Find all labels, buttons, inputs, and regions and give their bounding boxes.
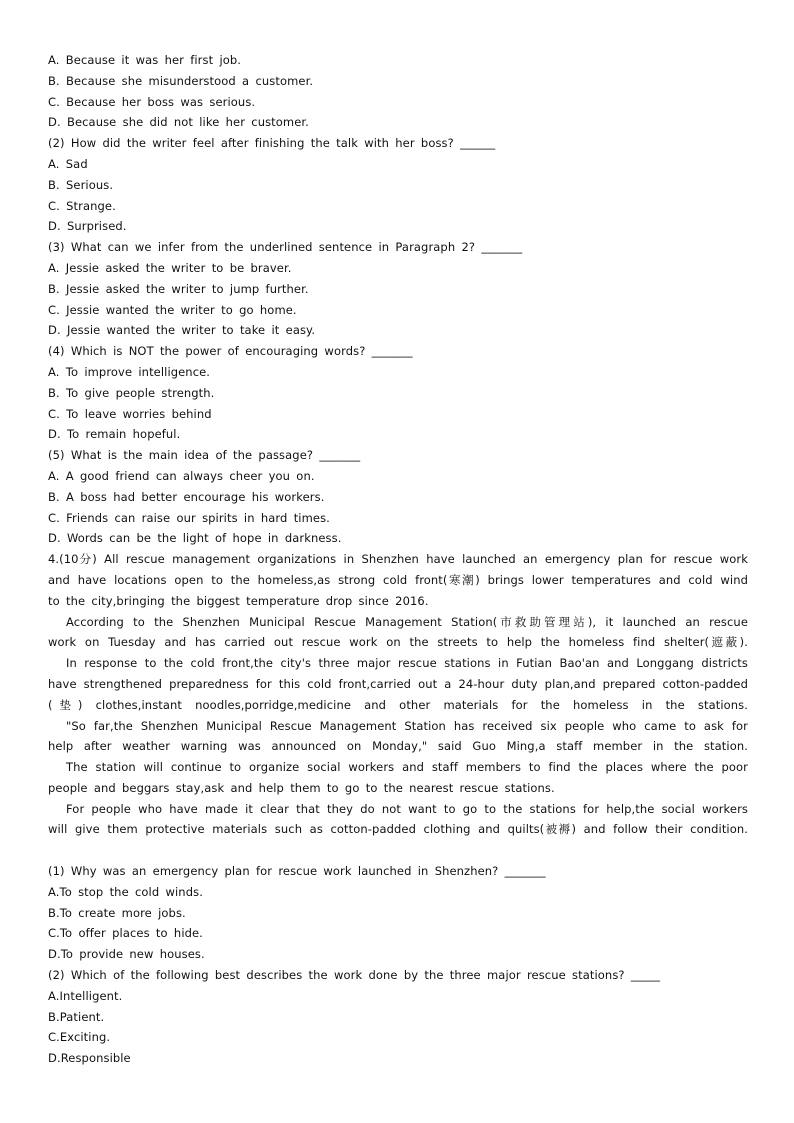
passage-line: to the city,bringing the biggest temperature drop since 2016.: [48, 593, 429, 608]
option-d-line: D.Responsible: [48, 1051, 131, 1066]
passage-line: have strengthened preparedness for this cold front,carried out a 24-hour duty plan,and prepared cotton-padded: [48, 676, 748, 691]
option-b-line: B. Serious.: [48, 177, 114, 192]
question-5-line: (5) What is the main idea of the passage? _______: [48, 448, 361, 463]
option-a-line: A. Sad: [48, 156, 88, 171]
option-b-line: B.To create more jobs.: [48, 905, 186, 920]
passage-line: work on Tuesday and has carried out rescue work on the streets to help the homeless find shelter(遮蔽).: [48, 635, 748, 650]
option-d-line: D. Jessie wanted the writer to take it easy.: [48, 323, 316, 338]
option-d-line: D. To remain hopeful.: [48, 427, 181, 442]
passage-line: (垫) clothes,instant noodles,porridge,medicine and other materials for the homeless in the stations.: [48, 697, 748, 712]
question-2-line: (2) Which of the following best describes the work done by the three major rescue stations? _____: [48, 968, 661, 983]
option-b-line: B. Jessie asked the writer to jump further.: [48, 281, 309, 296]
passage-line: The station will continue to organize social workers and staff members to find the places where the poor: [66, 760, 748, 775]
passage-line: "So far,the Shenzhen Municipal Rescue Management Station has received six people who came to ask for: [66, 718, 748, 733]
question-3-line: (3) What can we infer from the underlined sentence in Paragraph 2? _______: [48, 240, 523, 255]
option-d-line: D.To provide new houses.: [48, 947, 205, 962]
option-c-line: C. Jessie wanted the writer to go home.: [48, 302, 297, 317]
question-1-line: (1) Why was an emergency plan for rescue work launched in Shenzhen? _______: [48, 864, 546, 879]
passage-line: For people who have made it clear that they do not want to go to the stations for help,the social workers: [66, 801, 748, 816]
question-4-line: (4) Which is NOT the power of encouraging words? _______: [48, 344, 413, 359]
document-page: [48, 50, 748, 1069]
option-a-line: A.To stop the cold winds.: [48, 884, 203, 899]
option-a-line: A. Because it was her first job.: [48, 53, 242, 67]
option-c-line: C. To leave worries behind: [48, 406, 212, 421]
option-d-line: D. Words can be the light of hope in darkness.: [48, 531, 342, 546]
option-b-line: B. Because she misunderstood a customer.: [48, 73, 314, 88]
passage-line: and have locations open to the homeless,as strong cold front(寒潮) brings lower temperatures and cold wind: [48, 572, 748, 587]
option-c-line: C. Because her boss was serious.: [48, 94, 256, 109]
passage-line: help after weather warning was announced on Monday," said Guo Ming,a staff member in the station.: [48, 739, 748, 754]
option-b-line: B. To give people strength.: [48, 385, 215, 400]
passage-line: 4.(10分) All rescue management organizations in Shenzhen have launched an emergency plan for rescue work: [48, 552, 748, 567]
option-a-line: A. To improve intelligence.: [48, 364, 211, 379]
question-2-line: (2) How did the writer feel after finishing the talk with her boss? ______: [48, 136, 496, 151]
option-d-line: D. Because she did not like her customer.: [48, 115, 309, 130]
option-d-line: D. Surprised.: [48, 219, 127, 234]
option-c-line: C.Exciting.: [48, 1030, 111, 1045]
option-c-line: C. Strange.: [48, 198, 116, 213]
passage-line: In response to the cold front,the city's three major rescue stations in Futian Bao'an and Longgang districts: [66, 656, 748, 671]
passage-line: According to the Shenzhen Municipal Rescue Management Station(市救助管理站), it launched an rescue: [66, 614, 748, 629]
option-b-line: B. A boss had better encourage his workers.: [48, 489, 325, 504]
option-a-line: A. Jessie asked the writer to be braver.: [48, 260, 292, 275]
option-c-line: C. Friends can raise our spirits in hard times.: [48, 510, 330, 525]
option-a-line: A. A good friend can always cheer you on.: [48, 468, 315, 483]
blank-gap: [48, 840, 748, 861]
passage-line: will give them protective materials such as cotton-padded clothing and quilts(被褥) and follow their condition.: [48, 822, 748, 837]
option-b-line: B.Patient.: [48, 1009, 105, 1024]
option-a-line: A.Intelligent.: [48, 988, 123, 1003]
option-c-line: C.To offer places to hide.: [48, 926, 203, 941]
passage-line: people and beggars stay,ask and help them to go to the nearest rescue stations.: [48, 780, 555, 795]
